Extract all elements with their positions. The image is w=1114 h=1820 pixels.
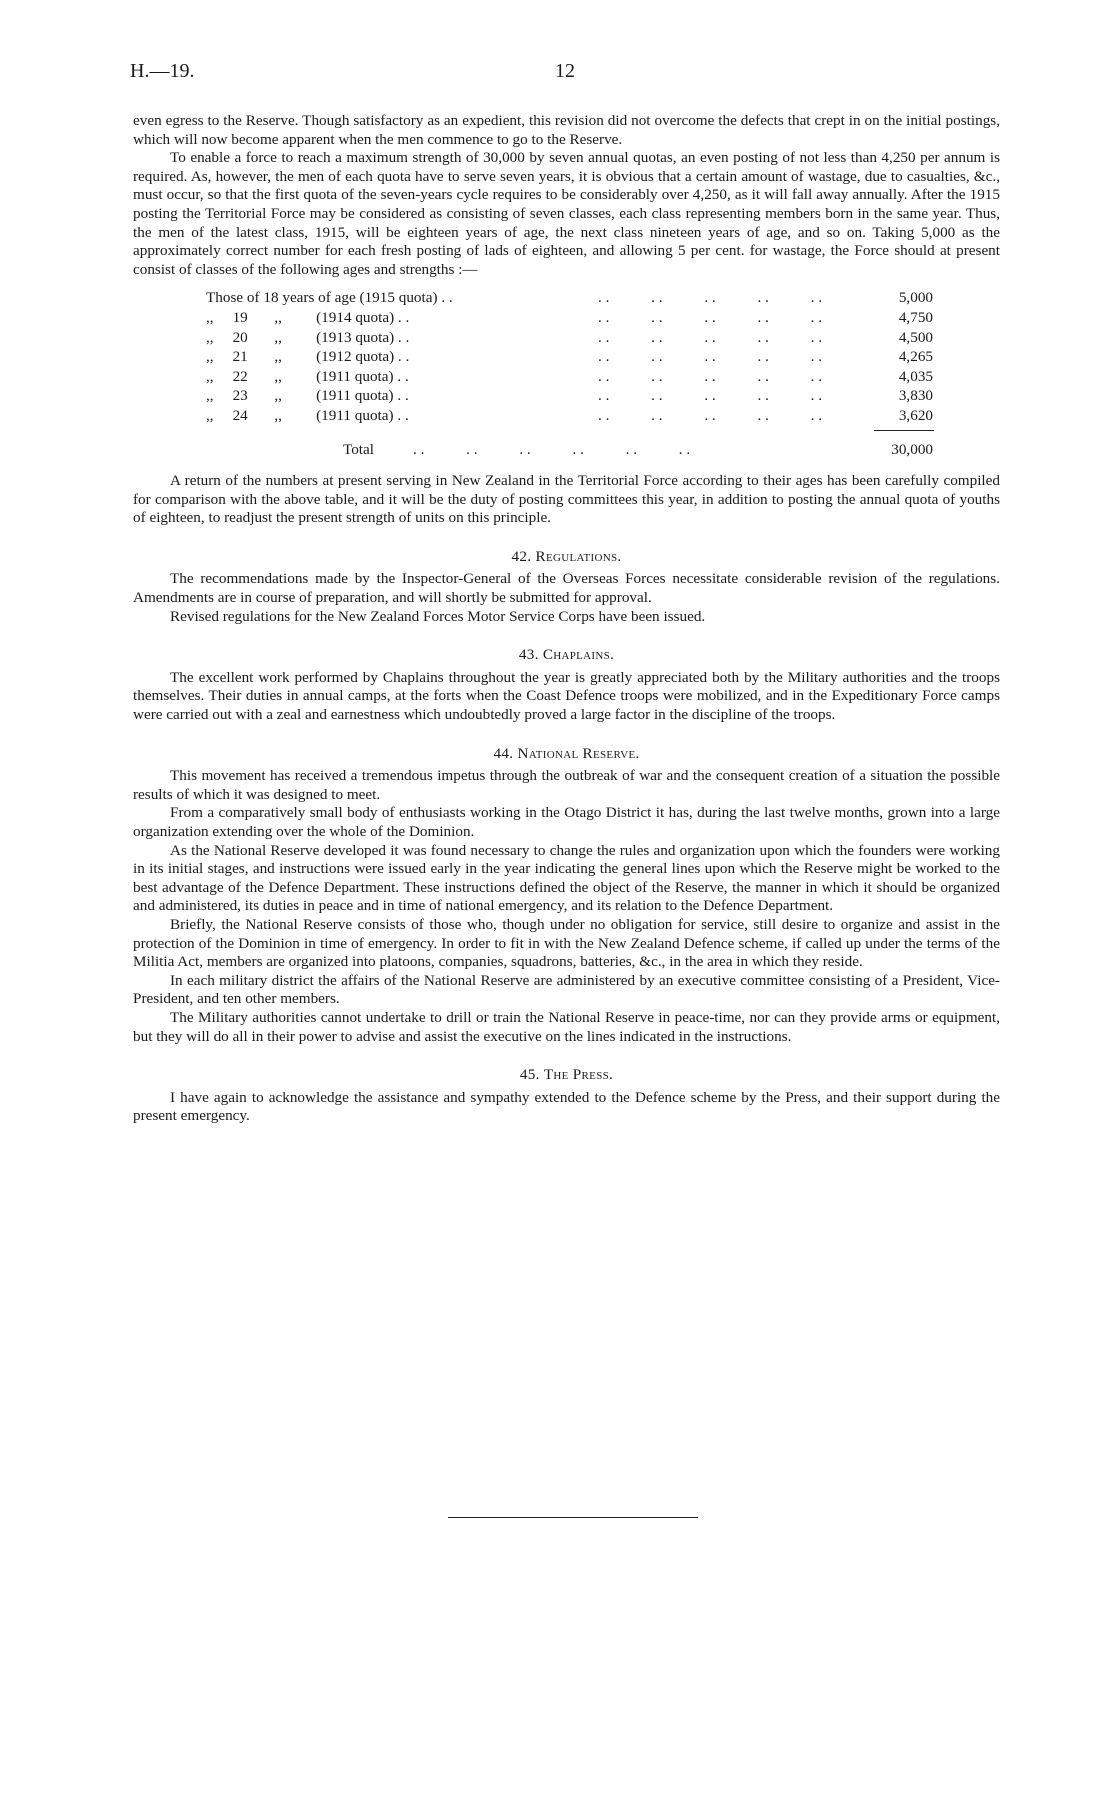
table-row	[133, 309, 1000, 329]
row-value: 4,750	[898, 308, 933, 326]
strength-table	[133, 289, 1000, 460]
paragraph: The recommendations made by the Inspector-General of the Overseas Forces necessitate considerable revision of the regulations. Amendments are in course of preparation, and will shortly be submitted for approval.	[133, 570, 1000, 607]
paragraph: The excellent work performed by Chaplains throughout the year is greatly appreciated both by the Military authorities and the troops themselves. Their duties in annual camps, at the forts when the Coast Defence troops were mobilized, and in the Expeditionary Force camps were carried out with a zeal and earnestness which undoubtedly proved a large factor in the discipline of the troops.	[133, 668, 1000, 724]
leader-dots: . . . . . . . . . . . .	[413, 440, 691, 458]
document-reference: H.—19.	[130, 60, 195, 82]
table-row	[133, 329, 1000, 349]
section-title: National Reserve.	[517, 744, 640, 762]
total-label: Total	[343, 440, 374, 458]
table-row	[133, 387, 1000, 407]
section-number: 43.	[518, 646, 539, 664]
row-label: ,, 23 ,, (1911 quota) . .	[206, 387, 409, 405]
row-value: 3,620	[898, 406, 933, 424]
section-title: Chaplains.	[542, 646, 615, 664]
total-value: 30,000	[891, 440, 933, 458]
leader-dots: . . . . . . . . . .	[598, 387, 823, 405]
section-number: 44.	[493, 744, 514, 762]
leader-dots: . . . . . . . . . .	[598, 328, 823, 346]
paragraph: Briefly, the National Reserve consists of those who, though under no obligation for service, still desire to organize and assist in the protection of the Dominion in time of emergency. In order to fit in with the New Zealand Defence scheme, if called up under the terms of the Militia Act, members are organized into platoons, companies, squadrons, batteries, &c., in the area in which they reside.	[133, 915, 1000, 971]
section-title: Regulations.	[535, 547, 622, 565]
row-label: ,, 24 ,, (1911 quota) . .	[206, 406, 409, 424]
sum-line	[133, 427, 1000, 433]
sum-rule	[874, 430, 934, 431]
leader-dots: . . . . . . . . . .	[598, 406, 823, 424]
leader-dots: . . . . . . . . . .	[598, 348, 823, 366]
paragraph: As the National Reserve developed it was found necessary to change the rules and organization upon which the founders were working in its initial stages, and instructions were issued early in the year indicating the general lines upon which the Reserve might be worked to the best advantage of the Defence Department. These instructions defined the object of the Reserve, the manner in which it should be organized and administered, its duties in peace and in time of national emergency, and its relation to the Defence Department.	[133, 841, 1000, 915]
table-row	[133, 348, 1000, 368]
row-label: ,, 22 ,, (1911 quota) . .	[206, 367, 409, 385]
row-value: 4,500	[898, 328, 933, 346]
paragraph: The Military authorities cannot undertake to drill or train the National Reserve in peace-time, nor can they provide arms or equipment, but they will do all in their power to advise and assist the executive on the lines indicated in the instructions.	[133, 1008, 1000, 1045]
row-label: ,, 19 ,, (1914 quota) . .	[206, 308, 410, 326]
paragraph: This movement has received a tremendous impetus through the outbreak of war and the consequent creation of a situation the possible results of which it was designed to meet.	[133, 767, 1000, 803]
page-number: 12	[555, 60, 575, 82]
row-label: Those of 18 years of age (1915 quota) . .	[206, 289, 453, 307]
leader-dots: . . . . . . . . . .	[598, 308, 823, 326]
table-row	[133, 368, 1000, 388]
paragraph: To enable a force to reach a maximum strength of 30,000 by seven annual quotas, an even posting of not less than 4,250 per annum is required. As, however, the men of each quota have to serve seven years, it is obvious that a certain amount of wastage, due to casualties, &c., must occur, so that the first quota of the seven-years cycle requires to be considerably over 4,250, as it will fall away annually. After the 1915 posting the Territorial Force may be considered as consisting of seven classes, each class representing members born in the same year. Thus, the men of the latest class, 1915, will be eighteen years of age, the next class nineteen years of age, and so on. Taking 5,000 as the approximately correct number for each fresh posting of lads of eighteen, and allowing 5 per cent. for wastage, the Force should at present consist of classes of the following ages and strengths :—	[133, 149, 1000, 278]
end-rule	[448, 1517, 698, 1518]
leader-dots: . . . . . . . . . .	[598, 367, 823, 385]
row-value: 4,035	[898, 367, 933, 385]
paragraph: Revised regulations for the New Zealand Forces Motor Service Corps have been issued.	[170, 607, 706, 625]
page-body	[133, 112, 1000, 1126]
leader-dots: . . . . . . . . . .	[598, 289, 823, 307]
paragraph: even egress to the Reserve. Though satisfactory as an expedient, this revision did not overcome the defects that crept in on the initial postings, which will now become apparent when the men commence to go to the Reserve.	[133, 112, 1000, 148]
paragraph: In each military district the affairs of the National Reserve are administered by an executive committee consisting of a President, Vice-President, and ten other members.	[133, 971, 1000, 1008]
section-heading-43	[133, 646, 1000, 665]
paragraph: A return of the numbers at present serving in New Zealand in the Territorial Force according to their ages has been carefully compiled for comparison with the above table, and it will be the duty of posting committees this year, in addition to posting the annual quota of youths of eighteen, to readjust the present strength of units on this principle.	[133, 472, 1000, 527]
row-label: ,, 21 ,, (1912 quota) . .	[206, 348, 410, 366]
section-heading-45	[133, 1066, 1000, 1085]
paragraph: From a comparatively small body of enthusiasts working in the Otago District it has, during the last twelve months, grown into a large organization extending over the whole of the Dominion.	[133, 804, 1000, 840]
row-value: 3,830	[898, 387, 933, 405]
table-row	[133, 407, 1000, 427]
table-total-row	[133, 441, 1000, 461]
section-number: 45.	[519, 1066, 540, 1084]
row-label: ,, 20 ,, (1913 quota) . .	[206, 328, 410, 346]
table-row	[133, 289, 1000, 309]
page-header	[130, 60, 1000, 90]
section-heading-44	[133, 745, 1000, 764]
row-value: 5,000	[898, 289, 933, 307]
section-title: The Press.	[543, 1066, 614, 1084]
section-number: 42.	[511, 547, 532, 565]
row-value: 4,265	[898, 348, 933, 366]
section-heading-42	[133, 548, 1000, 567]
paragraph: I have again to acknowledge the assistance and sympathy extended to the Defence scheme by the Press, and their support during the present emergency.	[133, 1088, 1000, 1125]
